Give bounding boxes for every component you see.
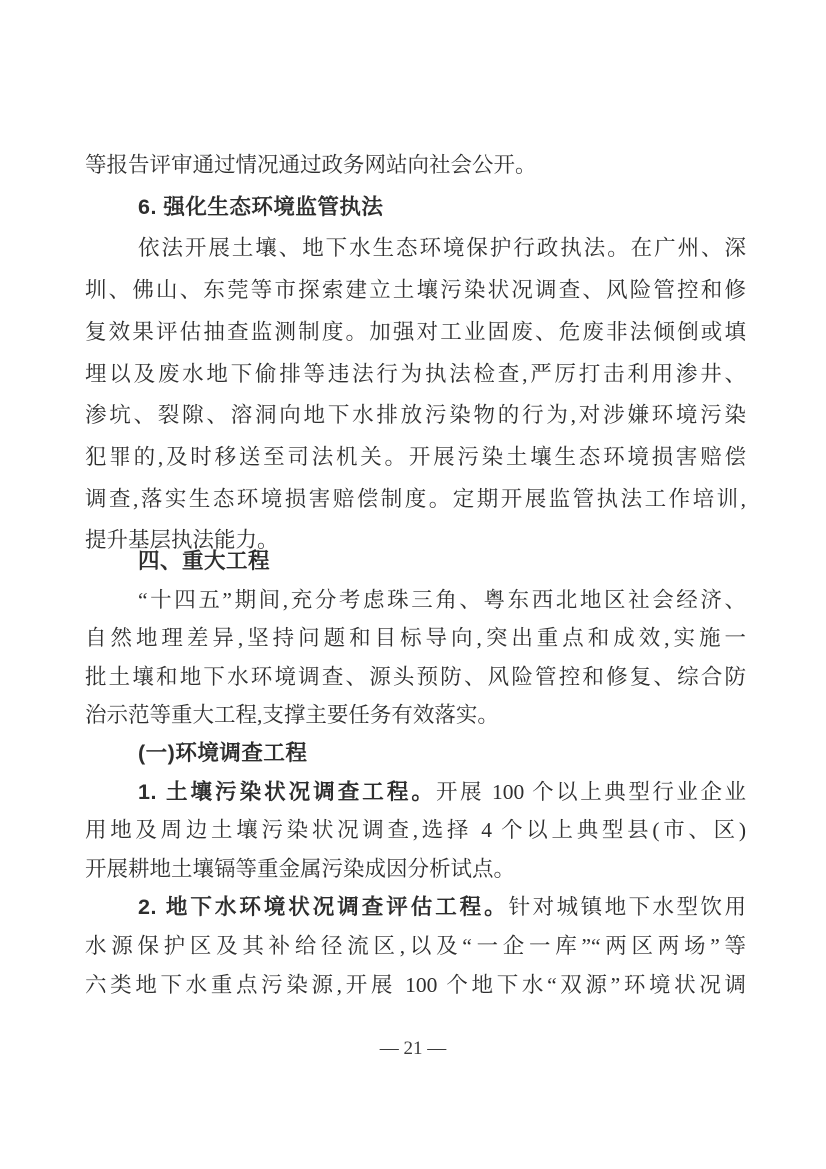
text-line: 提升基层执法能力。 [85, 528, 279, 553]
text-line: 治示范等重大工程,支撑主要任务有效落实。 [85, 703, 499, 728]
text-line: 调查,落实生态环境损害赔偿制度。定期开展监管执法工作培训, [85, 486, 746, 511]
text-line: 犯罪的,及时移送至司法机关。开展污染土壤生态环境损害赔偿 [85, 444, 746, 469]
project-2-title: 2. 地下水环境状况调查评估工程。 [138, 895, 509, 920]
text-line: 等报告评审通过情况通过政务网站向社会公开。 [85, 153, 537, 177]
text-line: 依法开展土壤、地下水生态环境保护行政执法。在广州、深 [138, 236, 746, 261]
text-line: “十四五”期间,充分考虑珠三角、粤东西北地区社会经济、 [138, 587, 746, 612]
text-line [85, 888, 746, 927]
section-heading-major-projects: 四、重大工程 [138, 549, 271, 573]
text-line: 用地及周边土壤污染状况调查,选择 4 个以上典型县(市、区) [85, 818, 746, 843]
project-1-title: 1. 土壤污染状况调查工程。 [138, 779, 436, 804]
section-environment-survey [85, 734, 746, 1004]
subsection-heading-environment-survey: (一)环境调查工程 [138, 741, 308, 765]
section-major-projects [85, 542, 746, 735]
section-enforcement [85, 145, 746, 562]
text-line: 埋以及废水地下偷排等违法行为执法检查,严厉打击利用渗井、 [85, 361, 746, 386]
text-line: 复效果评估抽查监测制度。加强对工业固废、危废非法倾倒或填 [85, 319, 746, 344]
text-line: 圳、佛山、东莞等市探索建立土壤污染状况调查、风险管控和修 [85, 278, 746, 303]
text-line [85, 773, 746, 812]
text-line: 水源保护区及其补给径流区,以及“一企一库”“两区两场”等 [85, 933, 746, 958]
project-2-text: 针对城镇地下水型饮用 [508, 895, 746, 920]
text-line: 开展耕地土壤镉等重金属污染成因分析试点。 [85, 856, 516, 881]
text-line: 渗坑、裂隙、溶洞向地下水排放污染物的行为,对涉嫌环境污染 [85, 403, 746, 428]
text-line: 自然地理差异,坚持问题和目标导向,突出重点和成效,实施一 [85, 626, 746, 651]
page-number: — 21 — [379, 1038, 447, 1059]
project-1-text: 开展 100 个以上典型行业企业 [435, 779, 746, 804]
text-line: 批土壤和地下水环境调查、源头预防、风险管控和修复、综合防 [85, 664, 746, 689]
text-line: 六类地下水重点污染源,开展 100 个地下水“双源”环境状况调 [85, 972, 746, 997]
section-heading-6: 6. 强化生态环境监管执法 [138, 194, 384, 219]
